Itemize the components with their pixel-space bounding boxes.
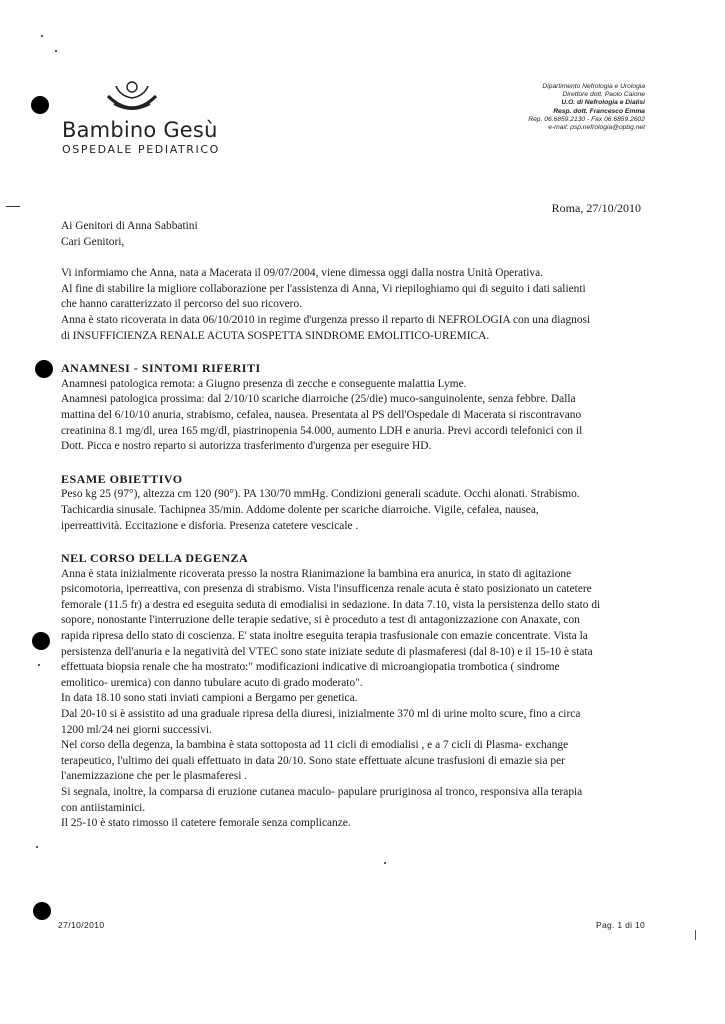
anamnesi-line: mattina del 6/10/10 anuria, strabismo, cefalea, nausea. Presentata al PS dell'Ospedale di Macerata si riscontravano	[61, 408, 582, 421]
degenza-line: Nel corso della degenza, la bambina è stata sottoposta ad 11 cicli di emodialisi , e a 7 cicli di Plasma- exchange	[61, 739, 569, 752]
punch-hole-mark	[32, 632, 50, 650]
department-line: Direttore dott. Paolo Caione	[562, 91, 645, 99]
intro-line: di INSUFFICIENZA RENALE ACUTA SOSPETTA SINDROME EMOLITICO-UREMICA.	[61, 329, 490, 342]
recipient: Ai Genitori di Anna Sabbatini	[61, 220, 198, 232]
department-info	[528, 83, 645, 132]
degenza-line: effettuata biopsia renale che ha mostrato:" modificazioni indicative di microangiopatia trombotica ( sindrome	[61, 661, 560, 674]
esame-line: iperreattività. Eccitazione e disforia. Presenza catetere vescicale .	[61, 519, 359, 532]
scan-edge-mark	[6, 206, 20, 207]
degenza-line: femorale (11.5 fr) a destra ed eseguita seduta di emodialisi in sedazione. In data 7.10, vista la persistenza dello stato di	[61, 598, 601, 611]
punch-hole-mark	[33, 902, 51, 920]
degenza-line: rapida ripresa dello stato di coscienza. E' stata inoltre eseguita terapia trasfusionale con emazie concentrate. Vista la	[61, 630, 588, 643]
letter-body	[61, 219, 661, 832]
department-line: Dipartimento Nefrologia e Urologia	[542, 83, 645, 90]
hospital-subtitle: OSPEDALE PEDIATRICO	[62, 143, 220, 156]
department-line: U.O. di Nefrologia e Dialisi	[561, 99, 645, 107]
intro-line: che hanno caratterizzato il percorso del suo ricovero.	[61, 298, 302, 311]
degenza-line: Anna è stata inizialmente ricoverata presso la nostra Rianimazione la bambina era anurica, in stato di agitazione	[61, 567, 572, 580]
degenza-line: persistenza dell'anuria e la negatività del VTEC sono state iniziate sedute di plasmaferesi (dal 8-10) e il 15-10 è stata	[61, 645, 593, 658]
intro-line: Anna è stato ricoverata in data 06/10/2010 in regime d'urgenza presso il reparto di NEFROLOGIA con una diagnosi	[61, 313, 591, 326]
degenza-line: l'anemizzazione che per le plasmaferesi .	[61, 770, 248, 783]
punch-hole-mark	[35, 360, 53, 378]
anamnesi-line: Anamnesi patologica prossima: dal 2/10/10 scariche diarroiche (25/die) muco-sanguinolente, senza febbre. Dalla	[61, 393, 576, 406]
degenza-line: Si segnala, inoltre, la comparsa di eruzione cutanea maculo- papulare pruriginosa al tronco, responsiva alla terapia	[61, 786, 583, 798]
degenza-line: Il 25-10 è stato rimosso il catetere femorale senza complicanze.	[61, 817, 351, 830]
intro-line: Al fine di stabilire la migliore collaborazione per l'assistenza di Anna, Vi riepiloghiamo qui di seguito i dati salienti	[61, 282, 586, 295]
intro-line: Vi informiamo che Anna, nata a Macerata il 09/07/2004, viene dimessa oggi dalla nostra Unità Operativa.	[61, 267, 544, 280]
degenza-line: terapeutico, l'ultimo dei quali effettuato in data 20/10. Sono state effettuate alcune trasfusioni di emazie sia per	[61, 754, 565, 767]
salutation: Cari Genitori,	[61, 235, 125, 248]
anamnesi-line: Anamnesi patologica remota: a Giugno presenza di zecche e conseguente malattia Lyme.	[61, 377, 467, 390]
degenza-line: Dal 20-10 si è assistito ad una graduale ripresa della diuresi, inizialmente 370 ml di urine molto scure, fino a circa	[61, 708, 581, 721]
anamnesi-line: Dott. Picca e nostro reparto si autorizza trasferimento d'urgenza per eseguire HD.	[61, 440, 432, 453]
department-line: Resp. dott. Francesco Emma	[553, 107, 645, 115]
anamnesi-line: creatinina 8.1 mg/dl, urea 165 mg/dl, piastrinopenia 54.000, aumento LDH e anuria. Previ accordi telefonici con il	[61, 424, 583, 437]
footer-date: 27/10/2010	[58, 920, 105, 930]
page-number: Pag. 1 di 10	[596, 920, 645, 930]
degenza-line: emolitico- uremica) con danno tubulare acuto di grado moderato".	[61, 676, 363, 689]
degenza-line: psicomotoria, iperreattiva, con presenza di strabismo. Vista l'insufficenza renale acuta è stato posizionato un catetere	[61, 583, 592, 596]
degenza-line: sopore, nonostante l'interruzione delle terapie sedative, si è proceduto a test di antagonizzazione con Anaxate, con	[61, 614, 580, 627]
section-heading-degenza: NEL CORSO DELLA DEGENZA	[61, 551, 249, 566]
letter-date: Roma, 27/10/2010	[551, 201, 641, 215]
esame-line: Tachicardia sinusale. Tachipnea 35/min. Addome dolente per scariche diarroiche. Vigile, cefalea, nausea,	[61, 503, 539, 516]
degenza-line: In data 18.10 sono stati inviati campioni a Bergamo per genetica.	[61, 692, 358, 705]
degenza-line: 1200 ml/24 nei giorni successivi.	[61, 723, 212, 736]
section-heading-anamnesi: ANAMNESI - SINTOMI RIFERITI	[61, 361, 261, 376]
department-line: Rep. 06.6859.2130 - Fax 06.6859.2602	[528, 115, 645, 123]
section-heading-esame: ESAME OBIETTIVO	[61, 471, 183, 486]
bambino-gesu-emblem-icon	[102, 80, 162, 114]
hospital-logo	[62, 80, 232, 156]
degenza-line: con antiistaminici.	[61, 801, 146, 814]
esame-line: Peso kg 25 (97°), altezza cm 120 (90°). PA 130/70 mmHg. Condizioni generali scadute. Occhi alonati. Strabismo.	[61, 488, 580, 501]
hospital-name: Bambino Gesù	[62, 118, 218, 142]
punch-hole-mark	[31, 96, 49, 114]
department-email: e-mail: psp.nefrologia@opbg.net	[548, 124, 645, 132]
